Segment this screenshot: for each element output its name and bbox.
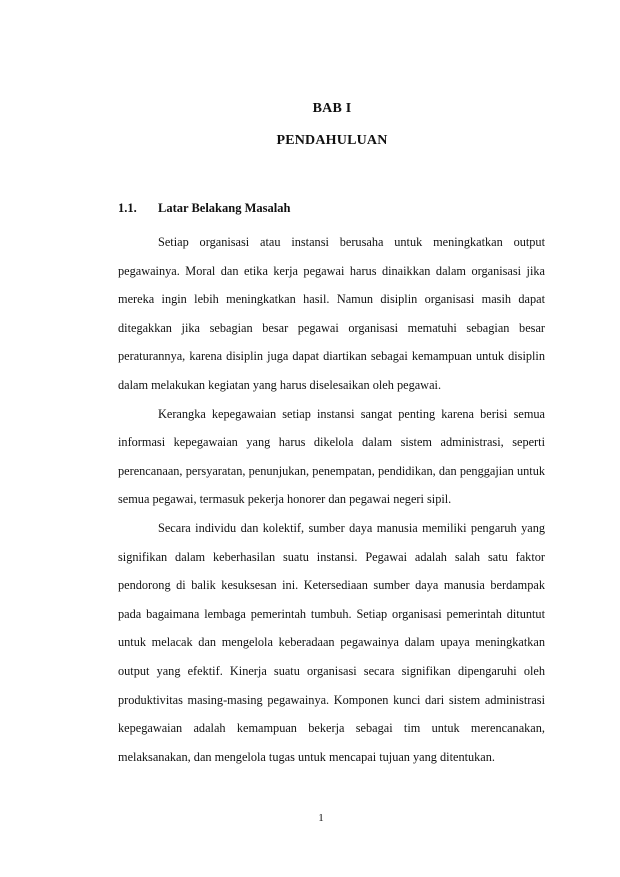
section-number: 1.1. <box>118 201 137 215</box>
paragraph-3: Secara individu dan kolektif, sumber daya manusia memiliki pengaruh yang signifikan dalam keberhasilan suatu instansi. Pegawai adalah salah satu faktor pendorong di balik kesuksesan ini. Ketersediaan sumber daya manusia berdampak pada bagaimana lembaga pemerintah tumbuh. Setiap organisasi pemerintah dituntut untuk melacak dan mengelola keberadaan pegawainya dalam upaya meningkatkan output yang efektif. Kinerja suatu organisasi secara signifikan dipengaruhi oleh produktivitas masing-masing pegawainya. Komponen kunci dari sistem administrasi kepegawaian adalah kemampuan bekerja sebagai tim untuk merencanakan, melaksanakan, dan mengelola tugas untuk mencapai tujuan yang ditentukan. <box>118 520 545 764</box>
page-number: 1 <box>318 812 324 824</box>
chapter-label: BAB I <box>312 101 352 116</box>
paragraph-1: Setiap organisasi atau instansi berusaha untuk meningkatkan output pegawainya. Moral dan etika kerja pegawai harus dinaikkan dalam organisasi jika mereka ingin lebih meningkatkan hasil. Namun disiplin organisasi masih dapat ditegakkan jika sebagian besar pegawai organisasi mematuhi sebagian besar peraturannya, karena disiplin juga dapat diartikan sebagai kemampuan untuk disiplin dalam melakukan kegiatan yang harus diselesaikan oleh pegawai. <box>118 235 545 392</box>
chapter-title: PENDAHULUAN <box>276 133 388 148</box>
section-heading <box>118 201 290 216</box>
section-title: Latar Belakang Masalah <box>158 201 291 215</box>
paragraph-2: Kerangka kepegawaian setiap instansi sangat penting karena berisi semua informasi kepegawaian yang harus dikelola dalam sistem administrasi, seperti perencanaan, persyaratan, penunjukan, penempatan, pendidikan, dan penggajian untuk semua pegawai, termasuk pekerja honorer dan pegawai negeri sipil. <box>118 406 545 507</box>
body-text <box>118 228 545 771</box>
